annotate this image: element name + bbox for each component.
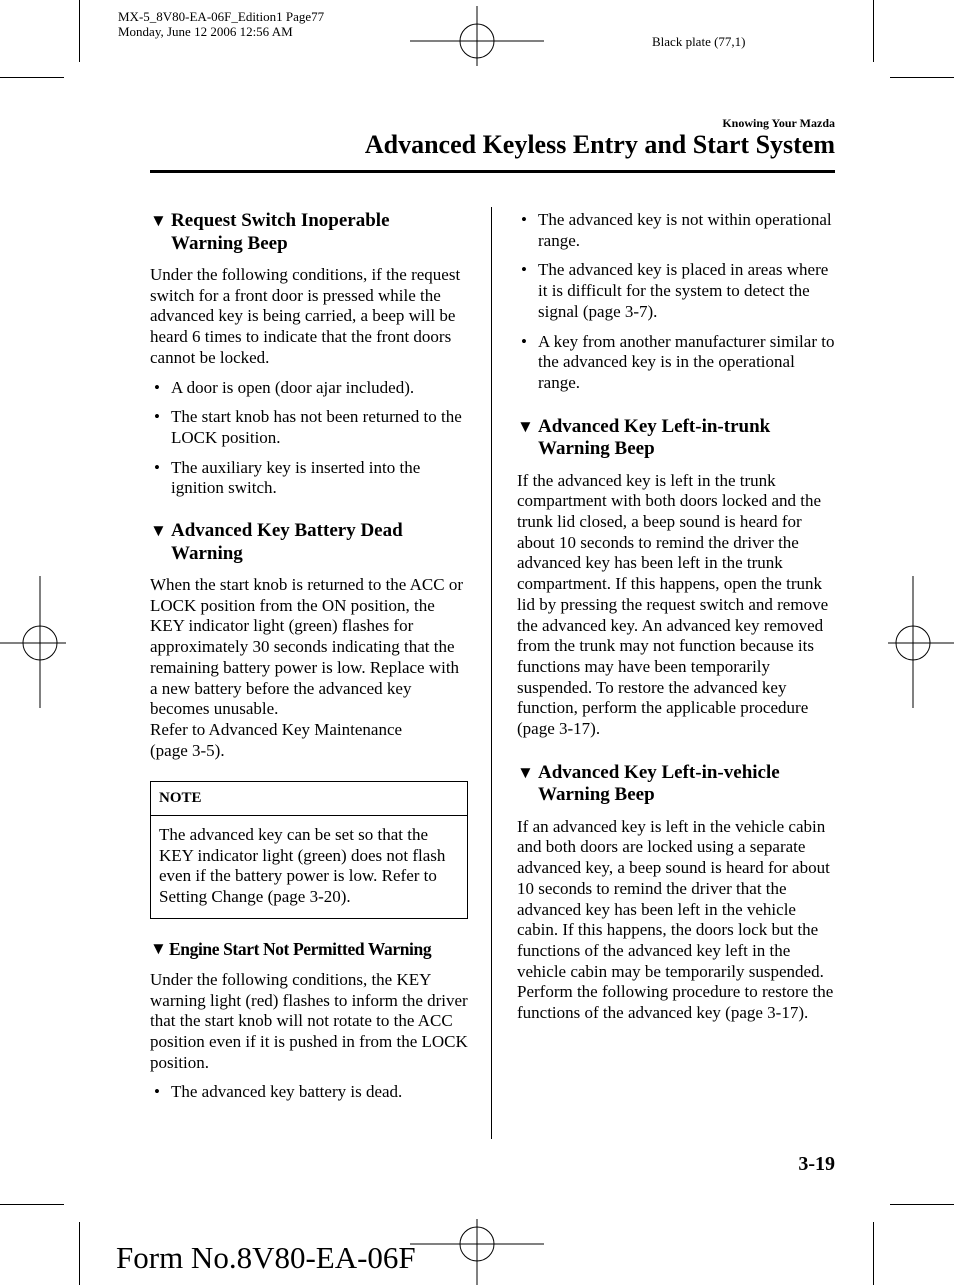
reference-line: (page 3-5). [150, 740, 225, 760]
note-box [150, 781, 468, 919]
list-item: • The advanced key is not within operational range. [517, 210, 835, 251]
section-heading-left-in-trunk: ▼ Advanced Key Left-in-trunk Warning Beep [517, 415, 771, 460]
triangle-down-icon: ▼ [517, 762, 534, 782]
triangle-down-icon: ▼ [150, 938, 167, 958]
list-item: • A door is open (door ajar included). [150, 378, 468, 399]
print-date-line: Monday, June 12 2006 12:56 AM [118, 24, 293, 39]
list-item: • The advanced key is placed in areas where it is difficult for the system to detect the signal (page 3-7). [517, 260, 835, 322]
section-heading-left-in-vehicle: ▼ Advanced Key Left-in-vehicle Warning Beep [517, 761, 780, 806]
paragraph: If the advanced key is left in the trunk compartment with both doors locked and the trunk lid closed, a beep sound is heard for about 10 seconds to remind the driver the advanced key has been left in the trunk compartment. If this happens, open the trunk lid by pressing the request switch and remove the advanced key. An advanced key removed from the trunk may not function because its functions may have been temporarily suspended. To restore the advanced key function, perform the applicable procedure (page 3-17). [517, 470, 829, 739]
paragraph: When the start knob is returned to the ACC or LOCK position from the ON position, the KEY indicator light (green) flashes for approximately 30 seconds indicating that the remaining battery power is low. Replace with a new battery before the advanced key becomes unusable. [150, 575, 464, 719]
paragraph: If an advanced key is left in the vehicle cabin and both doors are locked using a separate advanced key, a beep sound is heard for about 10 seconds to remind the driver that the advanced key has been left in the vehicle cabin. If this happens, the doors lock but the functions of the advanced key left in the vehicle cabin may be temporarily suspended. Perform the following procedure to restore the functions of the advanced key (page 3-17). [517, 816, 834, 1023]
note-label: NOTE [151, 782, 467, 816]
registration-target-icon [410, 1219, 544, 1285]
paragraph: Under the following conditions, the KEY warning light (red) flashes to inform the driver that the start knob will not rotate to the ACC position even if it is pushed in from the LOCK position. [150, 969, 468, 1072]
note-text: The advanced key can be set so that the KEY indicator light (green) does not flash even if the battery power is low. Refer to Setting Change (page 3-20). [159, 825, 446, 907]
triangle-down-icon: ▼ [517, 416, 534, 436]
section-heading-request-switch: ▼ Request Switch Inoperable Warning Beep [150, 210, 390, 254]
crop-mark [79, 0, 80, 62]
section-name: Knowing Your Mazda [722, 116, 835, 130]
section-heading-battery-dead: ▼ Advanced Key Battery Dead Warning [150, 520, 403, 564]
list-item: • The advanced key battery is dead. [150, 1082, 468, 1103]
triangle-down-icon: ▼ [150, 521, 167, 541]
plate-label: Black plate (77,1) [652, 34, 746, 49]
paragraph: Under the following conditions, if the request switch for a front door is pressed while the advanced key is being carried, a beep will be heard 6 times to indicate that the front doors cannot be locked. [150, 265, 461, 367]
reference-line: Refer to Advanced Key Maintenance [150, 719, 403, 739]
column-divider [491, 207, 492, 1139]
left-column [150, 210, 468, 1103]
right-column [517, 210, 835, 1024]
crop-mark [0, 1204, 64, 1205]
form-number: Form No.8V80-EA-06F [116, 1240, 416, 1275]
crop-mark [0, 77, 64, 78]
section-heading-engine-start: ▼ Engine Start Not Permitted Warning [150, 938, 432, 959]
title-rule [150, 170, 835, 173]
page-number: 3-19 [798, 1153, 835, 1175]
list-item: • The start knob has not been returned to the LOCK position. [150, 407, 468, 448]
list-item: • The auxiliary key is inserted into the ignition switch. [150, 458, 468, 499]
crop-mark [79, 1222, 80, 1285]
crop-mark [890, 1204, 954, 1205]
crop-mark [873, 1222, 874, 1285]
registration-target-icon [0, 576, 66, 708]
registration-target-icon [410, 6, 544, 66]
registration-target-icon [888, 576, 954, 708]
crop-mark [873, 0, 874, 62]
print-slug [118, 9, 324, 39]
list-item: • A key from another manufacturer similar to the advanced key is in the operational range. [517, 332, 835, 394]
print-file-line: MX-5_8V80-EA-06F_Edition1 Page77 [118, 9, 325, 24]
bullet-list [517, 210, 835, 394]
page-title: Advanced Keyless Entry and Start System [364, 130, 835, 159]
triangle-down-icon: ▼ [150, 211, 167, 230]
crop-mark [890, 77, 954, 78]
bullet-list [150, 1082, 468, 1103]
bullet-list [150, 378, 468, 500]
